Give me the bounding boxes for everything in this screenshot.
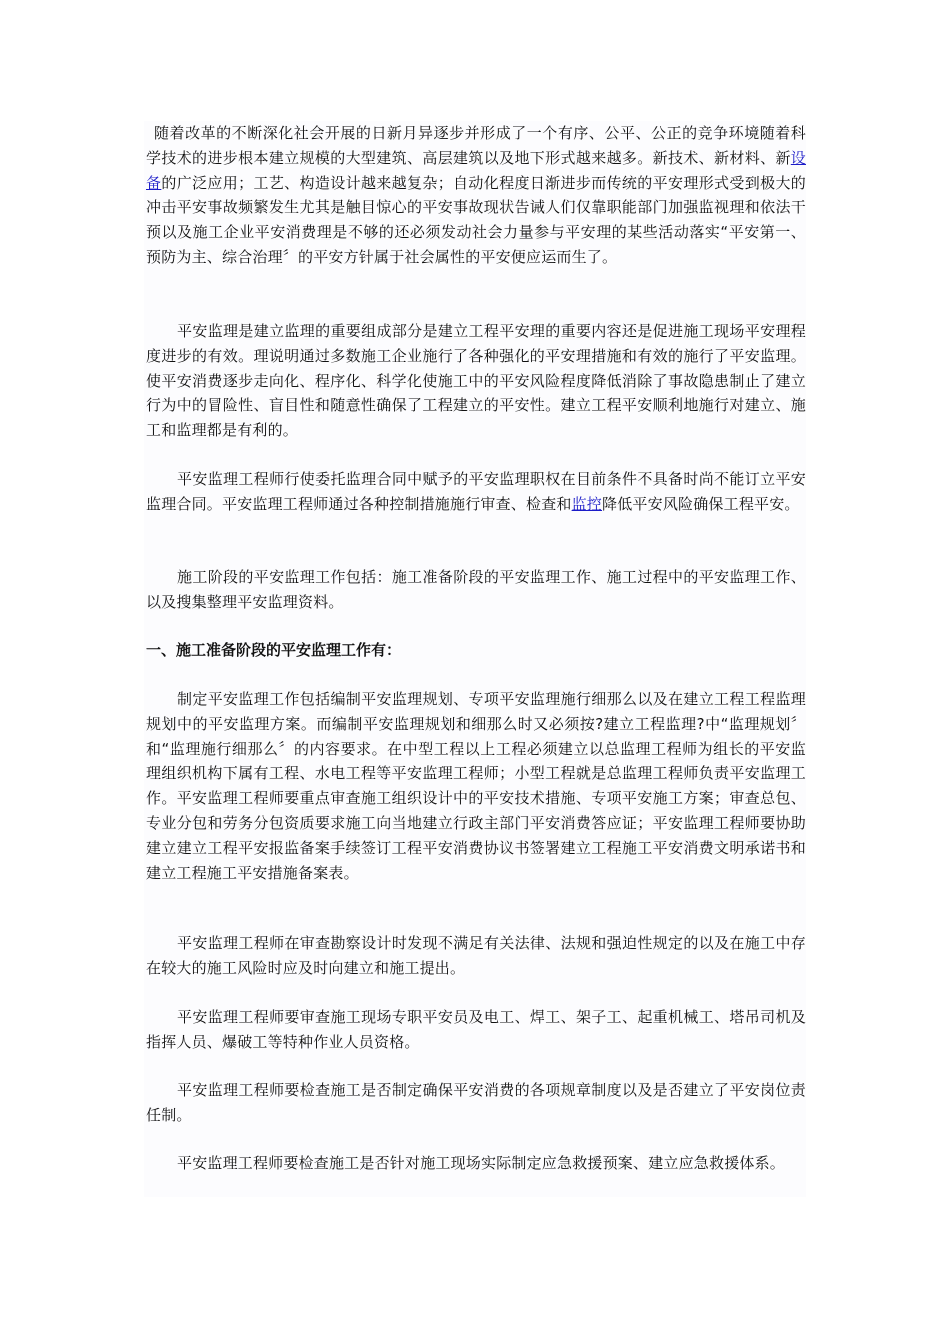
paragraph-text: 降低平安风险确保工程平安。 [602, 494, 800, 513]
body-paragraph [146, 467, 806, 517]
body-paragraph: 施工阶段的平安监理工作包括：施工准备阶段的平安监理工作、施工过程中的平安监理工作、以及搜集整理平安监理资料。 [146, 568, 806, 611]
section-paragraph: 平安监理工程师要检查施工是否针对施工现场实际制定应急救援预案、建立应急救援体系。 [177, 1154, 786, 1172]
section-paragraph: 平安监理工程师在审查勘察设计时发现不满足有关法律、法规和强迫性规定的以及在施工中存在较大的施工风险时应及时向建立和施工提出。 [146, 934, 806, 977]
section-heading: 一、施工准备阶段的平安监理工作有： [146, 641, 402, 659]
paragraph-text: 平安监理工程师行使委托监理合同中赋予的平安监理职权在目前条件不具备时尚不能订立平安监理合同。平安监理工程师通过各种控制措施施行审查、检查和 [146, 470, 806, 513]
paragraph-text: 的广泛应用；工艺、构造设计越来越复杂；自动化程度日渐进步而传统的平安理形式受到极大的冲击平安事故频繁发生尤其是触目惊心的平安事故现状告诫人们仅靠职能部门加强监视理和依法干预以及施工企业平安消费理是不够的还必须发动社会力量参与平安理的某些活动落实“平安第一、预防为主、综合治理〞的平安方针属于社会属性的平安便应运而生了。 [146, 173, 807, 266]
document-body [144, 121, 806, 1197]
equipment-link[interactable]: 设备 [146, 148, 806, 192]
monitoring-link[interactable]: 监控 [571, 494, 603, 513]
paragraph-text: 随着改革的不断深化社会开展的日新月异逐步并形成了一个有序、公平、公正的竞争环境随着科学技术的进步根本建立规模的大型建筑、高层建筑以及地下形式越来越多。新技术、新材料、新 [146, 124, 806, 167]
intro-paragraph [146, 121, 806, 270]
section-paragraph: 平安监理工程师要审查施工现场专职平安员及电工、焊工、架子工、起重机械工、塔吊司机及指挥人员、爆破工等特种作业人员资格。 [146, 1008, 806, 1051]
section-paragraph: 制定平安监理工作包括编制平安监理规划、专项平安监理施行细那么以及在建立工程工程监理规划中的平安监理方案。而编制平安监理规划和细那么时又必须按?建立工程监理?中“监理规划〞和“监理施行细那么〞的内容要求。在中型工程以上工程必须建立以总监理工程师为组长的平安监理组织机构下属有工程、水电工程等平安监理工程师；小型工程就是总监理工程师负责平安监理工作。平安监理工程师要重点审查施工组织设计中的平安技术措施、专项平安施工方案；审查总包、专业分包和劳务分包资质要求施工向当地建立行政主部门平安消费答应证；平安监理工程师要协助建立建立工程平安报监备案手续签订工程平安消费协议书签署建立工程施工平安消费文明承诺书和建立工程施工平安措施备案表。 [146, 690, 806, 882]
body-paragraph: 平安监理是建立监理的重要组成部分是建立工程平安理的重要内容还是促进施工现场平安理程度进步的有效。理说明通过多数施工企业施行了各种强化的平安理措施和有效的施行了平安监理。使平安消费逐步走向化、程序化、科学化使施工中的平安风险程度降低消除了事故隐患制止了建立行为中的冒险性、盲目性和随意性确保了工程建立的平安性。建立工程平安顺利地施行对建立、施工和监理都是有利的。 [146, 322, 806, 440]
section-paragraph: 平安监理工程师要检查施工是否制定确保平安消费的各项规章制度以及是否建立了平安岗位责任制。 [146, 1081, 806, 1124]
